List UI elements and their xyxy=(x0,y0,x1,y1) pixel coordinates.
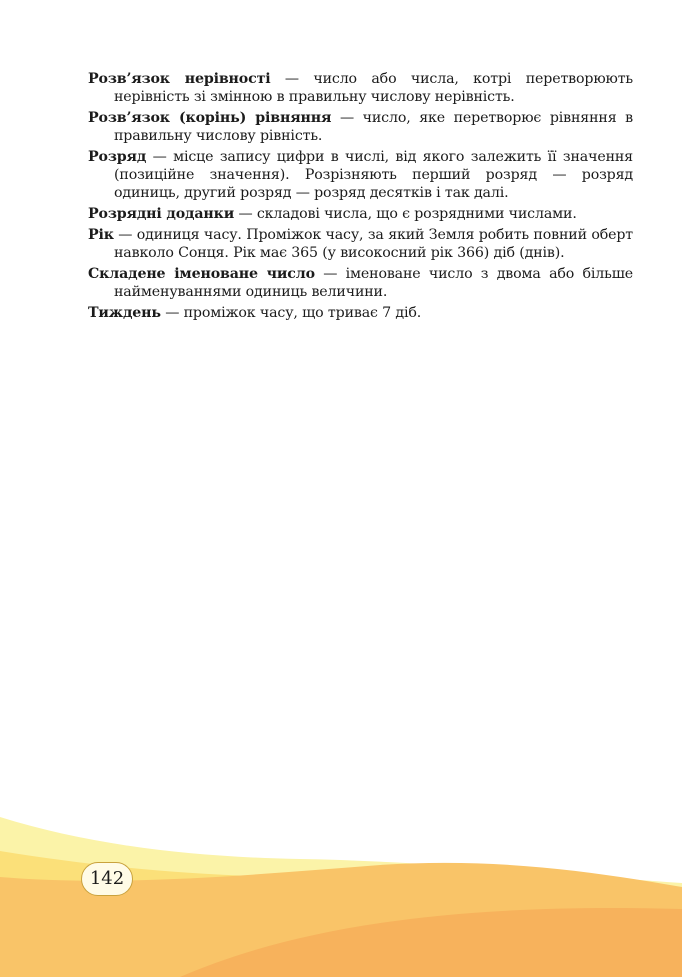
page-number: 142 xyxy=(89,868,125,889)
page-number-badge xyxy=(81,862,133,896)
glossary-term: Розрядні доданки xyxy=(88,206,235,222)
glossary-definition: — місце запису цифри в числі, від якого залежить її значення (позиційне значення). Розрізняють перший розряд — розряд одиниць, другий розряд — розряд десятків і так далі. xyxy=(114,149,633,201)
glossary-entry xyxy=(88,148,633,202)
glossary-definition: — складові числа, що є розрядними числами. xyxy=(234,206,577,222)
glossary-term: Розв’язок (корінь) рівняння xyxy=(88,110,332,126)
glossary-definition: — число, яке перетворює рівняння в правильну числову рівність. xyxy=(114,110,633,144)
glossary-entry xyxy=(88,109,633,145)
glossary-definition: — проміжок часу, що триває 7 діб. xyxy=(160,305,422,321)
glossary-term: Складене іменоване число xyxy=(88,266,315,282)
decorative-wave-footer xyxy=(0,817,682,977)
glossary-entry xyxy=(88,205,633,223)
glossary-definition: — одиниця часу. Проміжок часу, за який Земля робить повний оберт навколо Сонця. Рік має 365 (у високосний рік 366) діб (днів). xyxy=(113,227,633,261)
glossary-entry xyxy=(88,226,633,262)
glossary-term: Розв’язок нерівності xyxy=(88,71,271,87)
glossary-definition: — іменоване число з двома або більше найменуваннями одиниць величини. xyxy=(114,266,633,300)
glossary-entry xyxy=(88,304,633,322)
glossary-term: Тиждень xyxy=(88,305,161,321)
glossary-term: Розряд xyxy=(88,149,147,165)
glossary-term: Рік xyxy=(88,227,114,243)
glossary-definition: — число або числа, котрі перетворюють нерівність зі змінною в правильну числову нерівність. xyxy=(114,71,633,105)
glossary-entry xyxy=(88,70,633,106)
glossary-entry xyxy=(88,265,633,301)
glossary-list xyxy=(88,70,633,325)
